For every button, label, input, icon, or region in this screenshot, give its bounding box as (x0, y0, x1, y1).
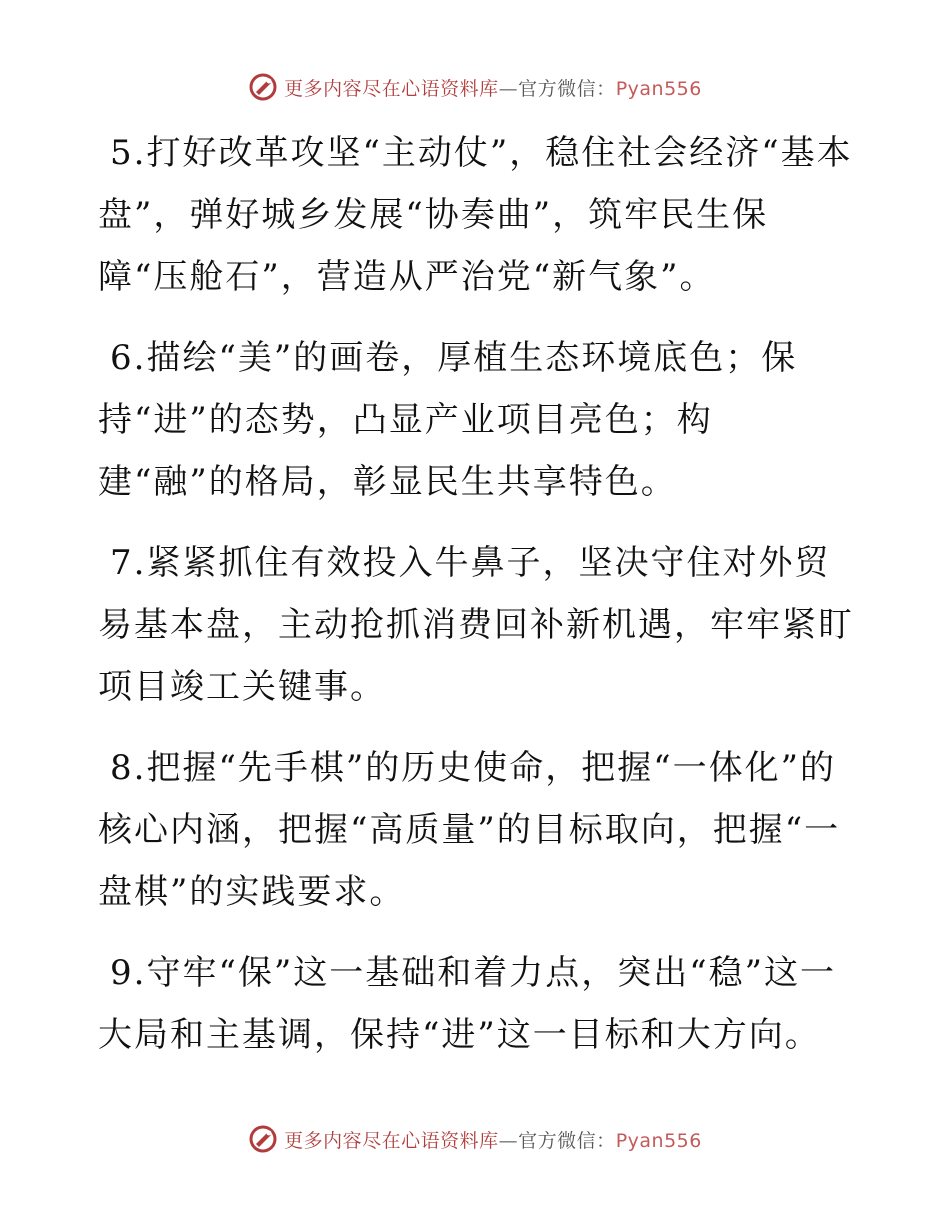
paragraph-text: 把握“先手棋”的历史使命，把握“一体化”的核心内涵，把握“高质量”的目标取向，把握“一盘棋”的实践要求。 (98, 748, 841, 912)
paragraph-5 (98, 122, 858, 308)
watermark-wechat-label: 官方微信： (518, 77, 616, 100)
document-body (98, 122, 858, 1085)
watermark-title: 更多内容尽在心语资料库 (284, 1129, 499, 1152)
paragraph-number: 5. (110, 133, 147, 173)
watermark-text (284, 74, 702, 101)
paragraph-number: 7. (110, 543, 147, 583)
paragraph-text: 描绘“美”的画卷，厚植生态环境底色；保持“进”的态势，凸显产业项目亮色；构建“融”的格局，彰显民生共享特色。 (98, 338, 798, 502)
watermark-separator: — (498, 1129, 519, 1152)
logo-icon (248, 1124, 278, 1154)
paragraph-7 (98, 532, 858, 718)
paragraph-9 (98, 942, 858, 1066)
watermark-wechat-id: Pyan556 (615, 1129, 702, 1152)
paragraph-text: 紧紧抓住有效投入牛鼻子，坚决守住对外贸易基本盘，主动抢抓消费回补新机遇，牢牢紧盯项目竣工关键事。 (98, 543, 854, 707)
watermark-separator: — (498, 77, 519, 100)
watermark-text (284, 1126, 702, 1153)
paragraph-text: 守牢“保”这一基础和着力点，突出“稳”这一大局和主基调，保持“进”这一目标和大方向。 (98, 953, 836, 1055)
paragraph-number: 9. (110, 953, 147, 993)
footer-watermark (0, 1124, 950, 1154)
watermark-wechat-id: Pyan556 (615, 77, 702, 100)
paragraph-number: 8. (110, 748, 147, 788)
paragraph-text: 打好改革攻坚“主动仗”，稳住社会经济“基本盘”，弹好城乡发展“协奏曲”，筑牢民生保障“压舱石”，营造从严治党“新气象”。 (98, 133, 853, 297)
paragraph-8 (98, 737, 858, 923)
paragraph-number: 6. (110, 338, 147, 378)
paragraph-6 (98, 327, 858, 513)
watermark-wechat-label: 官方微信： (518, 1129, 616, 1152)
header-watermark (0, 72, 950, 102)
watermark-title: 更多内容尽在心语资料库 (284, 77, 499, 100)
logo-icon (248, 72, 278, 102)
